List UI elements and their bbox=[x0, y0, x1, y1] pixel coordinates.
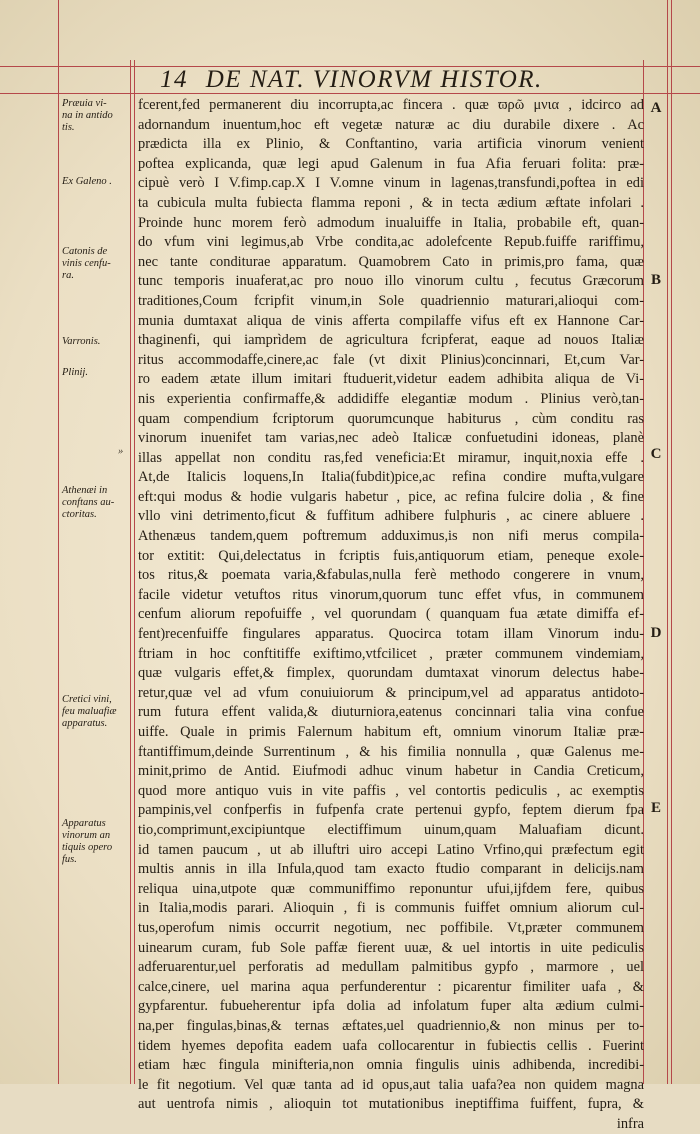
margin-note bbox=[62, 485, 130, 521]
margin-note-line: na in antido bbox=[62, 110, 113, 121]
text-line: illas appellat non conditu ras,fed veneficia:Et miramur, inquit,noxia effe . bbox=[138, 449, 644, 466]
text-line: tio,comprimunt,excipiuntque electiffimum uinum,quam Maluafiam dicunt. bbox=[138, 821, 644, 838]
text-line: le fit negotium. Vel quæ tanta ad id opus,aut talia uafa?ea non quidem magna bbox=[138, 1076, 644, 1093]
section-letter: A bbox=[650, 100, 662, 116]
text-line: ftantiffimum,deinde Surrentinum , & his fimilia nonnulla , quæ Galenus me- bbox=[138, 743, 644, 760]
text-line: prædicta illa ex Plinio, & Conftantino, varia artificia vinorum venient bbox=[138, 136, 644, 153]
text-line: rum futura effent valida,& diuturniora,eatenus concinnari talia vina confue bbox=[138, 704, 644, 721]
text-line: pampinis,vel confperfis in fufpenfa crate pertenui gypfo, feptem dierum fpa bbox=[138, 802, 644, 819]
text-line: calce,cinere, uel marina aqua perfunderentur : picarentur fimiliter uafa , & bbox=[138, 978, 644, 995]
text-line: tidem hyemes depofita eadem uafa collocarentur in fubiectis cellis . Fuerint bbox=[138, 1037, 644, 1054]
text-line: adornandum inuentum,hoc eft vegetæ naturæ ac diu durabile dixere . Ac bbox=[138, 116, 644, 133]
margin-note-line: tis. bbox=[62, 122, 75, 133]
text-line: munia dumtaxat aliqua de vinis afferta compilaffe vifus eft ex Hannone Car- bbox=[138, 312, 644, 329]
margin-rule-left bbox=[58, 0, 59, 1084]
text-line: retur,quæ vel ad vfum conuiuiorum & principum,vel ad apparatus antidoto- bbox=[138, 684, 644, 701]
text-line: vinorum inuenifet tam varias,nec adeò Italicæ confuetudini idoneas, planè bbox=[138, 430, 644, 447]
text-line: Proinde hunc morem ferò admodum inualuiffe in Italia, probabile eft, quan- bbox=[138, 214, 644, 231]
outer-rule-1 bbox=[667, 0, 668, 1084]
margin-note-line: Ex Galeno . bbox=[62, 176, 112, 187]
text-line: quod more antiquo vuis in vite paffis , vel contortis pediculis , ac exemptis bbox=[138, 782, 644, 799]
margin-note-line: Varronis. bbox=[62, 336, 101, 347]
text-line: quæ vulgaris effet,& fimplex, quorundam dumtaxat vinorum delectus habe- bbox=[138, 665, 644, 682]
text-line: traditiones,Coum fcripfit vinum,in Sole quadriennio maturari,alioqui com- bbox=[138, 292, 644, 309]
text-line: nec tante conditurae apparatum. Quamobrem Cato in primis,pro fama, quæ bbox=[138, 253, 644, 270]
margin-note-line: vinorum an bbox=[62, 830, 111, 841]
text-line: tunc temporis inuaferat,ac pro nouo illo vinorum cultu , fecutus Græcorum bbox=[138, 273, 644, 290]
text-line: Athenæus tandem,quem poftremum adduximus,is non nifi merus compila- bbox=[138, 528, 644, 545]
text-line: uinearum curam, fub Sole paffæ fierent uuæ, & uel intortis in uite pediculis bbox=[138, 939, 644, 956]
text-line: poftea explicanda, quæ legi apud Galenum in fua Afia feruari folita: præ- bbox=[138, 155, 644, 172]
text-line: thaginenfi, qui iamprìdem de agricultura fcripferat, eaque ad nouos Italiæ bbox=[138, 332, 644, 349]
text-line: ritus accommodaffe,cinere,ac fale (vt dixit Plinius)concinnari, Et,cum Var- bbox=[138, 351, 644, 368]
margin-note-line: fus. bbox=[62, 854, 77, 865]
margin-note-line: apparatus. bbox=[62, 718, 108, 729]
text-line: cenfum aliorum repofuiffe , vel quorundam ( quanquam fua ætate dimiffa ef- bbox=[138, 606, 644, 623]
text-line: reliqua uina,utpote quæ communiffimo reponuntur ufui,ijfdem fere, quibus bbox=[138, 880, 644, 897]
text-line: gypfarentur. fubueherentur ipfa dolia ad infolatum fuper alta ædium culmi- bbox=[138, 998, 644, 1015]
margin-note-line: ctoritas. bbox=[62, 509, 97, 520]
text-line: fent)recenfuiffe fingulares apparatus. Quocirca totam illam Vinorum indu- bbox=[138, 626, 644, 643]
margin-note-line: Apparatus bbox=[62, 818, 106, 829]
margin-note-line: feu maluafiæ bbox=[62, 706, 117, 717]
text-line: tos ritus,& poemata varia,&fabulas,nulla ferè methodo congerere in vnum, bbox=[138, 567, 644, 584]
margin-rule-inner-1 bbox=[130, 60, 131, 1084]
margin-note-line: tiquis opero bbox=[62, 842, 113, 853]
margin-note-line: Cretici vini, bbox=[62, 694, 112, 705]
text-line: eft:qui modus & hodie vulgaris habetur , pice, ac refina fulcire dolia , & fine bbox=[138, 488, 644, 505]
text-line: tor extitit: Qui,delectatus in fcriptis fuis,antiquorum etiam, peneque exole- bbox=[138, 547, 644, 564]
margin-note bbox=[62, 176, 130, 188]
text-line: adferuarentur,uel perforatis ad medullam palmitibus gypfo , marmore , uel bbox=[138, 959, 644, 976]
margin-note-line: Præuia vi- bbox=[62, 98, 107, 109]
section-letter: B bbox=[650, 272, 661, 288]
section-letter: C bbox=[650, 446, 662, 462]
margin-note-line: conftans au- bbox=[62, 497, 115, 508]
text-line: infra bbox=[616, 1115, 644, 1132]
text-line: nis experientia confirmaffe,& addidiffe elegantiæ modum . Plinius verò,tan- bbox=[138, 390, 644, 407]
text-line: tus,operofum nimis occurrit negotium, nec poffibile. Vt,præter communem bbox=[138, 919, 644, 936]
margin-note-line: Plinij. bbox=[62, 367, 88, 378]
text-line: uiffe. Quale in primis Falernum habitum eft, omnium vinorum Italiæ præ- bbox=[138, 724, 644, 740]
margin-note-line: Catonis de bbox=[62, 246, 108, 257]
text-line: quam compendium fcriptorum quorumcunque habiturus , cùm conditu ras bbox=[138, 410, 644, 427]
text-line: vllo vini detrimento,ficut & fuffitum adhibere fulphuris , ac cinere abluere . bbox=[138, 508, 644, 525]
margin-note bbox=[62, 694, 130, 730]
margin-note-line: » bbox=[118, 446, 124, 457]
margin-note bbox=[62, 98, 130, 134]
section-letter: D bbox=[650, 625, 662, 641]
text-line: ftriam in hoc conftitiffe exiftimo,vtfcilicet , præter communem vindemiam, bbox=[138, 645, 644, 662]
text-line: cipuè verò I V.fimp.cap.X I V.omne vinum in lagenas,transfundi,poftea in edi bbox=[138, 175, 644, 192]
margin-note bbox=[62, 246, 130, 282]
text-line: ta cubicula multa fubiecta flamma reponi , & in tecta ædium æftate infolari . bbox=[138, 194, 644, 211]
margin-note bbox=[118, 446, 186, 458]
text-line: id tamen paucum , ut ab illuftri uiro accepi Latino Vrfino,qui præfectum egit bbox=[138, 841, 644, 858]
text-line: na,per fingulas,binas,& ternas æftates,uel quadriennio,& non minus per to- bbox=[138, 1017, 644, 1034]
text-line: minit,primo de Antid. Eiufmodi adhuc vinum habetur in Candia Creticum, bbox=[138, 763, 644, 780]
body-text bbox=[138, 96, 644, 1134]
margin-note-line: ra. bbox=[62, 270, 74, 281]
text-line: facile videtur vetuftos ritus vinorum,quorum tunc effet vfus, in communem bbox=[138, 586, 644, 603]
text-line: At,de Italicis loquens,In Italia(fubdit)pice,ac refina condire mufta,vulgare bbox=[138, 469, 644, 486]
text-line: fcerent,fed permanerent diu incorrupta,ac fincera . quæ ϖρῶ μνια , idcirco ad bbox=[138, 97, 644, 113]
text-line: etiam hæc fingula minifteria,non omnia fingulis uinis adhibenda, incredibi- bbox=[138, 1057, 644, 1074]
section-letter: E bbox=[650, 800, 661, 816]
text-line: ro eadem ætate illum imitari ftuduerit,videtur eadem adhibita aliqua de Vi- bbox=[138, 371, 644, 388]
text-line: in Italia,modis parari. Alioquin , fi is communis fuiffet omnium aliorum cul- bbox=[138, 900, 644, 917]
outer-rule-2 bbox=[671, 0, 672, 1084]
margin-note-line: Athenæi in bbox=[62, 485, 108, 496]
text-line: aut uentrofa nimis , alioquin tot mutationibus ineptiffima fuiffent, fupra, & bbox=[138, 1096, 644, 1113]
running-header bbox=[160, 66, 640, 93]
running-title: DE NAT. VINORVM HISTOR. bbox=[205, 66, 543, 93]
margin-rule-inner-2 bbox=[134, 60, 135, 1084]
margin-note bbox=[62, 336, 130, 348]
margin-note bbox=[62, 367, 130, 379]
text-line: multis annis in illa Infula,quod tam exacto ftudio comparant in delicijs.nam bbox=[138, 861, 644, 878]
margin-note bbox=[62, 818, 130, 866]
page-number: 14 bbox=[160, 66, 188, 93]
header-rule bbox=[0, 93, 700, 94]
text-line: do vfum vini legimus,ab Vrbe condita,ac adolefcente Repub.fuiffe rariffimu, bbox=[138, 234, 644, 251]
margin-note-line: vinis cenfu- bbox=[62, 258, 111, 269]
